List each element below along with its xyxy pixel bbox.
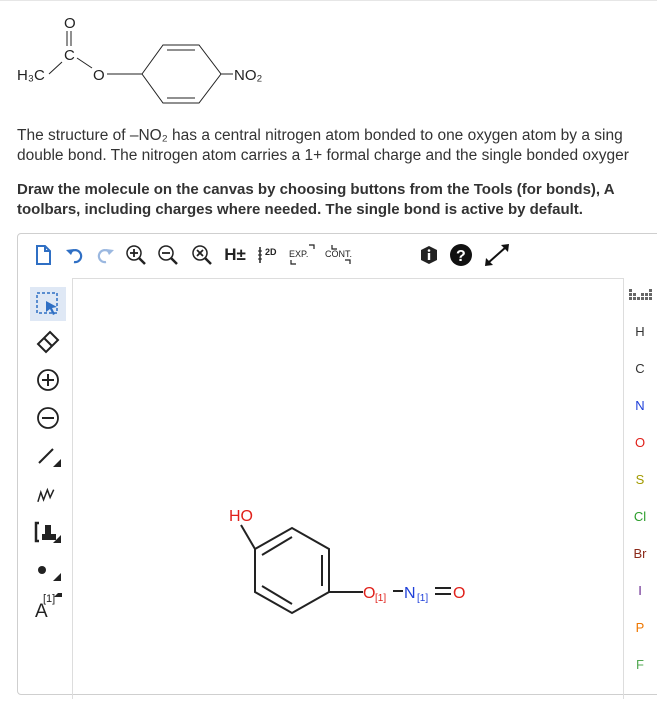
zoom-reset-button[interactable]: [186, 234, 218, 276]
fullscreen-button[interactable]: [480, 234, 514, 276]
ring-double-bond-1: [262, 537, 292, 555]
info-icon: [419, 245, 439, 265]
atom-map-letter: A: [35, 601, 48, 622]
element-button-f[interactable]: F: [636, 657, 644, 672]
clean-2d-label: 2D: [265, 247, 277, 257]
zoom-out-icon: [157, 244, 179, 266]
c-o-bond: [241, 525, 255, 549]
increase-charge-button[interactable]: [18, 362, 78, 398]
prompt-line-2: double bond. The nitrogen atom carries a 1+ formal charge and the single bonded oxyger: [17, 147, 629, 164]
instruction-text: [17, 180, 615, 220]
carbonyl-oxygen-label: O: [64, 15, 76, 32]
periodic-table-button[interactable]: [622, 286, 657, 309]
help-button[interactable]: [446, 234, 476, 276]
clean-2d-icon: [257, 244, 281, 266]
chain-tool-button[interactable]: [18, 476, 78, 512]
plus-charge-icon: [36, 368, 60, 392]
zoom-in-button[interactable]: [120, 234, 152, 276]
element-button-cl[interactable]: Cl: [633, 509, 647, 524]
radical-tool-button[interactable]: [18, 552, 78, 588]
contract-button[interactable]: [322, 234, 358, 276]
new-document-icon: [33, 244, 53, 266]
decrease-charge-button[interactable]: [18, 400, 78, 436]
clean-2d-button[interactable]: [254, 234, 284, 276]
contract-icon: [323, 243, 357, 267]
erase-tool-button[interactable]: [18, 324, 78, 360]
drawn-molecule: [73, 279, 623, 699]
atom-map-tool-button[interactable]: [18, 590, 78, 626]
redo-icon: [95, 245, 115, 265]
atom-map-icon: [33, 593, 63, 623]
n-label: N: [404, 585, 416, 602]
element-toolbar: [622, 278, 657, 698]
zoom-out-button[interactable]: [152, 234, 184, 276]
undo-button[interactable]: [60, 234, 90, 276]
hydroxyl-label: HO: [229, 508, 253, 525]
fullscreen-icon: [483, 243, 511, 267]
undo-icon: [65, 245, 85, 265]
h3c-label: H₃C: [17, 67, 45, 84]
question-structure-image: [0, 0, 300, 110]
svg-text:?: ?: [456, 248, 466, 265]
zoom-reset-icon: [191, 244, 213, 266]
nitro-label: NO₂: [234, 67, 263, 84]
prompt-text: [17, 126, 657, 166]
info-button[interactable]: [414, 234, 444, 276]
select-tool-highlight: [30, 287, 66, 321]
minus-charge-icon: [36, 406, 60, 430]
lasso-select-icon: [35, 291, 61, 317]
zoom-in-icon: [125, 244, 147, 266]
atom-map-index: [1]: [43, 593, 56, 605]
radical-dot-icon: [33, 557, 63, 583]
o1-label: O: [363, 585, 376, 602]
chain-icon: [33, 481, 63, 507]
ring-double-bond-3: [262, 586, 292, 604]
carbonyl-carbon-label: C: [64, 47, 75, 64]
template-tool-button[interactable]: [18, 514, 78, 550]
top-toolbar: [18, 234, 657, 276]
expand-button[interactable]: [286, 234, 320, 276]
molecule-editor: [17, 233, 657, 695]
help-icon: [449, 243, 473, 267]
redo-button[interactable]: [90, 234, 120, 276]
expand-icon: [287, 243, 319, 267]
single-bond-icon: [33, 443, 63, 469]
element-button-i[interactable]: I: [638, 583, 642, 598]
element-button-c[interactable]: C: [635, 361, 645, 376]
expand-label: EXP.: [289, 249, 309, 259]
prompt-line-1: The structure of –NO₂ has a central nitrogen atom bonded to one oxygen atom by a sing: [17, 127, 623, 144]
select-tool-button[interactable]: [18, 286, 78, 322]
element-button-h[interactable]: H: [635, 324, 645, 339]
drawing-canvas[interactable]: [72, 278, 624, 699]
bracket-template-icon: [33, 519, 63, 545]
element-button-br[interactable]: Br: [633, 546, 647, 561]
single-bond-tool-button[interactable]: [18, 438, 78, 474]
o1-map-index: [1]: [375, 593, 387, 604]
new-document-button[interactable]: [28, 234, 58, 276]
left-toolbar: [18, 278, 78, 698]
element-button-n[interactable]: N: [635, 398, 645, 413]
ester-oxygen-label: O: [93, 67, 105, 84]
explicit-hydrogens-button[interactable]: H±: [224, 245, 246, 264]
element-button-p[interactable]: P: [635, 620, 645, 635]
element-button-s[interactable]: S: [635, 472, 645, 487]
periodic-table-icon: [627, 286, 653, 306]
instruction-line-2: toolbars, including charges where needed. The single bond is active by default.: [17, 201, 583, 218]
n-map-index: [1]: [417, 593, 429, 604]
o2-label: O: [453, 585, 466, 602]
benzene-ring: [255, 528, 329, 613]
instruction-line-1: Draw the molecule on the canvas by choosing buttons from the Tools (for bonds), A: [17, 181, 615, 198]
contract-label: CONT.: [325, 249, 352, 259]
element-button-o[interactable]: O: [634, 435, 646, 450]
eraser-icon: [36, 330, 60, 354]
